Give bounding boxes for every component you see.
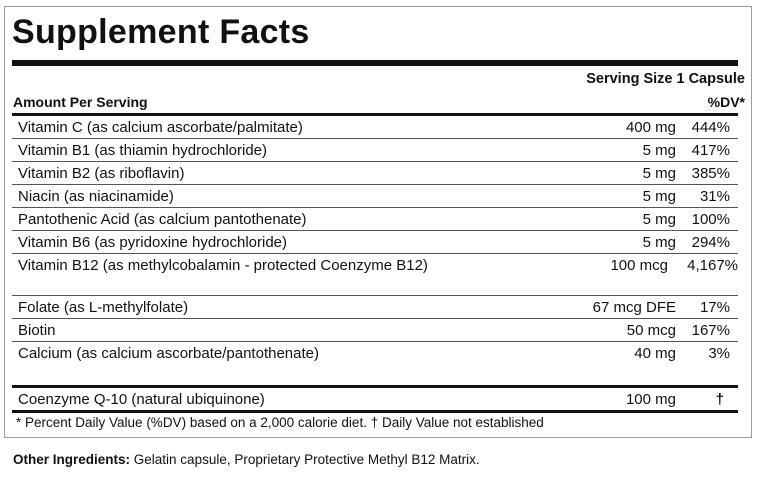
nutrient-amount: 5 mg: [642, 234, 676, 251]
nutrient-row: [12, 185, 738, 208]
nutrient-amount: 67 mcg DFE: [592, 299, 676, 316]
nutrient-row: [12, 231, 738, 254]
nutrient-dv: 444%: [691, 119, 730, 136]
nutrient-name: Vitamin B2 (as riboflavin): [18, 165, 185, 182]
coq10-dv: †: [715, 391, 724, 408]
nutrient-name: Vitamin C (as calcium ascorbate/palmitate): [18, 119, 303, 136]
nutrient-name: Vitamin B6 (as pyridoxine hydrochloride): [18, 234, 288, 251]
coq10-amount: 100 mg: [625, 391, 676, 408]
nutrient-dv: 17%: [699, 299, 730, 316]
nutrient-amount: 50 mcg: [626, 322, 676, 339]
amount-per-serving-header: Amount Per Serving: [13, 94, 148, 110]
nutrient-row: [12, 139, 738, 162]
coq10-row: [12, 388, 738, 411]
nutrient-dv: 3%: [708, 345, 730, 362]
nutrient-row: [12, 342, 738, 365]
nutrient-dv: 385%: [691, 165, 730, 182]
nutrient-name: Pantothenic Acid (as calcium pantothenate): [18, 211, 307, 228]
nutrient-dv: 100%: [691, 211, 730, 228]
nutrient-row: [12, 208, 738, 231]
nutrient-name: Folate (as L-methylfolate): [18, 299, 189, 316]
bottom-divider: [12, 410, 738, 413]
nutrient-name: Biotin: [18, 322, 56, 339]
daily-value-header: %DV*: [707, 94, 745, 110]
nutrient-name: Niacin (as niacinamide): [18, 188, 174, 205]
other-ingredients-label: Other Ingredients:: [13, 452, 131, 467]
nutrient-dv: 31%: [699, 188, 730, 205]
nutrient-amount: 5 mg: [642, 188, 676, 205]
serving-size: Serving Size 1 Capsule: [586, 71, 745, 87]
nutrient-amount: 5 mg: [642, 142, 676, 159]
thick-divider: [12, 60, 738, 66]
nutrient-table: [12, 116, 738, 365]
panel-title: Supplement Facts: [12, 13, 310, 51]
nutrient-dv: 167%: [691, 322, 730, 339]
nutrient-row: [12, 162, 738, 185]
nutrient-amount: 5 mg: [642, 211, 676, 228]
nutrient-amount: 5 mg: [642, 165, 676, 182]
nutrient-row: [12, 254, 738, 296]
nutrient-row: [12, 116, 738, 139]
nutrient-amount: 100 mcg: [610, 257, 668, 274]
nutrient-name: Calcium (as calcium ascorbate/pantothenate): [18, 345, 319, 362]
nutrient-row: [12, 296, 738, 319]
nutrient-dv: 4,167%: [687, 257, 738, 274]
other-ingredients-text: Gelatin capsule, Proprietary Protective Methyl B12 Matrix.: [133, 452, 480, 467]
nutrient-amount: 400 mg: [625, 119, 676, 136]
nutrient-dv: 417%: [691, 142, 730, 159]
nutrient-row: [12, 319, 738, 342]
nutrient-name: Vitamin B1 (as thiamin hydrochloride): [18, 142, 268, 159]
other-ingredients: [13, 452, 480, 467]
coq10-name: Coenzyme Q-10 (natural ubiquinone): [18, 391, 265, 408]
nutrient-amount: 40 mg: [634, 345, 676, 362]
nutrient-name: Vitamin B12 (as methylcobalamin - protected Coenzyme B12): [18, 257, 428, 274]
nutrient-dv: 294%: [691, 234, 730, 251]
daily-value-footnote: * Percent Daily Value (%DV) based on a 2,000 calorie diet. † Daily Value not established: [16, 415, 544, 430]
